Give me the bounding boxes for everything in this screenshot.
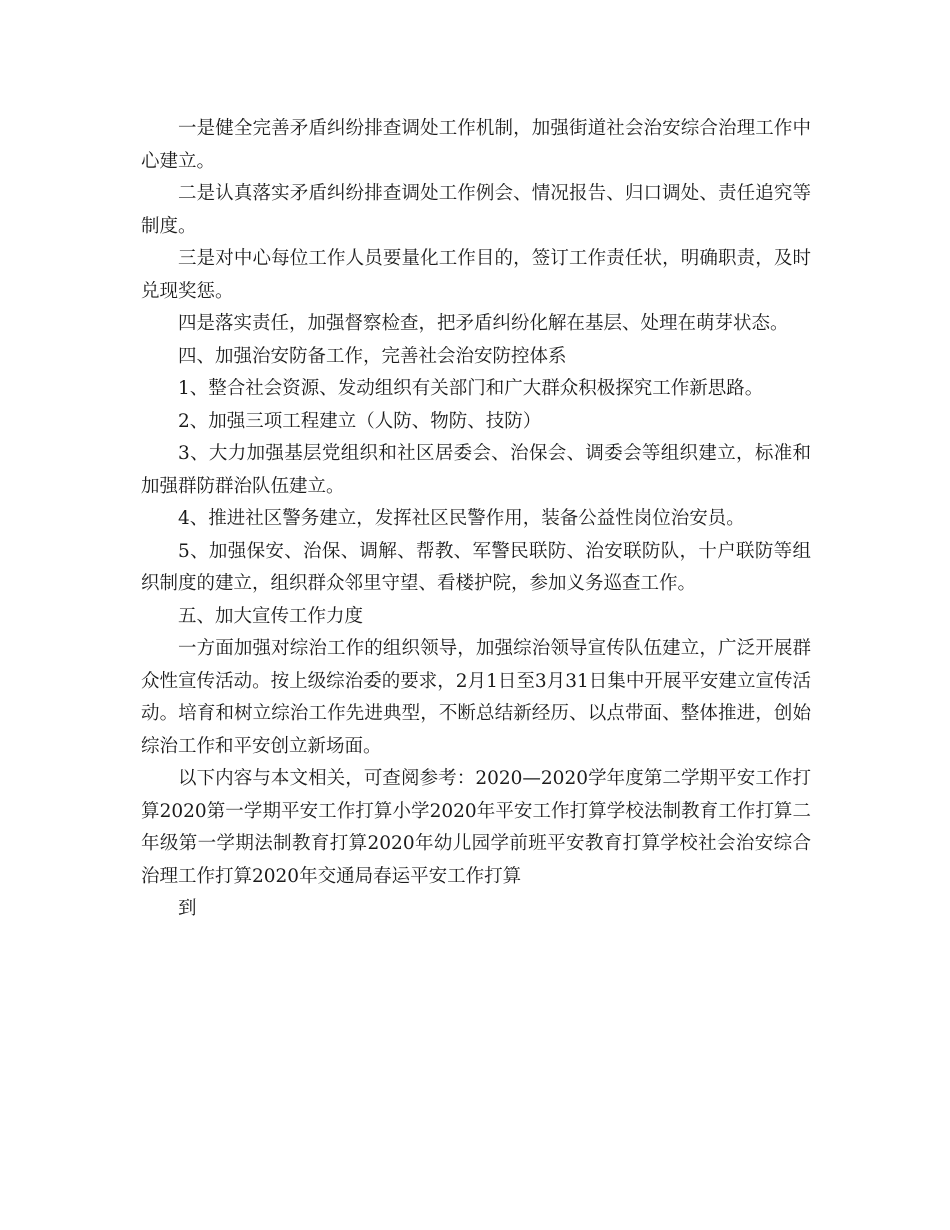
list-item: 5、加强保安、治保、调解、帮教、军警民联防、治安联防队，十户联防等组织制度的建立，组织群众邻里守望、看楼护院，参加义务巡查工作。 (141, 540, 811, 594)
list-item: 2、加强三项工程建立（人防、物防、技防） (178, 410, 542, 432)
paragraph: 一方面加强对综治工作的组织领导，加强综治领导宣传队伍建立，广泛开展群众性宣传活动。按上级综治委的要求，2月1日至3月31日集中开展平安建立宣传活动。培育和树立综治工作先进典型，不断总结新经历、以点带面、整体推进，创始综治工作和平安创立新场面。 (141, 638, 811, 757)
section-heading: 五、加大宣传工作力度 (178, 605, 364, 627)
list-item: 4、推进社区警务建立，发挥社区民警作用，装备公益性岗位治安员。 (178, 508, 745, 529)
section-heading: 四、加强治安防备工作，完善社会治安防控体系 (178, 345, 567, 367)
paragraph: 二是认真落实矛盾纠纷排查调处工作例会、情况报告、归口调处、责任追究等制度。 (141, 183, 811, 237)
list-item: 3、大力加强基层党组织和社区居委会、治保会、调委会等组织建立，标准和加强群防群治队伍建立。 (141, 443, 811, 497)
document-body (141, 113, 811, 926)
related-references: 以下内容与本文相关，可查阅参考：2020—2020学年度第二学期平安工作打算2020第一学期平安工作打算小学2020年平安工作打算学校法制教育工作打算二年级第一学期法制教育打算2020年幼儿园学前班平安教育打算学校社会治安综合治理工作打算2020年交通局春运平安工作打算 (141, 768, 811, 887)
paragraph: 四是落实责任，加强督察检查，把矛盾纠纷化解在基层、处理在萌芽状态。 (178, 313, 789, 334)
list-item: 1、整合社会资源、发动组织有关部门和广大群众积极探究工作新思路。 (178, 378, 764, 399)
paragraph: 三是对中心每位工作人员要量化工作目的，签订工作责任状，明确职责，及时兑现奖惩。 (141, 248, 811, 302)
paragraph: 一是健全完善矛盾纠纷排查调处工作机制，加强街道社会治安综合治理工作中心建立。 (141, 118, 811, 172)
paragraph: 到 (178, 898, 197, 919)
